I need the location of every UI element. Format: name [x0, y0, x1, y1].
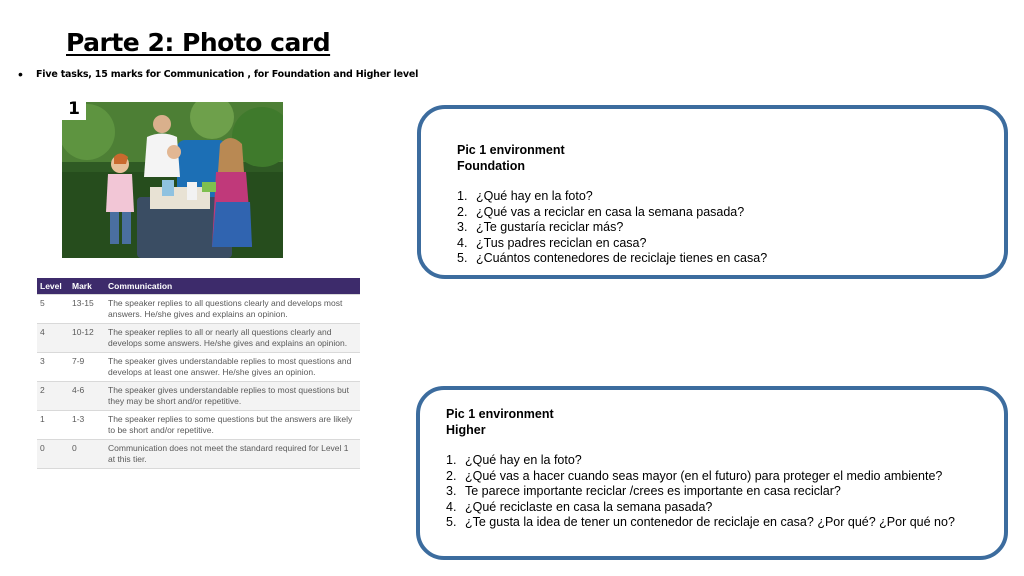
question-text: ¿Cuántos contenedores de reciclaje tienes en casa? [476, 251, 768, 265]
communication-mark-scheme-table [37, 278, 360, 469]
table-header-row [37, 278, 360, 295]
list-item [457, 236, 1004, 252]
header-level: Level [37, 278, 69, 295]
level-cell: 1 [37, 411, 69, 440]
list-item [446, 469, 1004, 485]
question-number: 1. [446, 453, 457, 467]
table-row [37, 411, 360, 440]
question-number: 4. [457, 235, 468, 250]
foundation-questions-card [417, 105, 1008, 279]
descriptor-cell: The speaker gives understandable replies to most questions and develops at least one answer. He/she gives an opinion. [105, 353, 360, 382]
recycling-family-photo [62, 102, 283, 258]
question-number: 2. [446, 468, 457, 483]
slide-title: Parte 2: Photo card [66, 28, 331, 57]
question-number: 1. [457, 189, 468, 203]
question-text: Te parece importante reciclar /crees es importante en casa reciclar? [465, 484, 841, 498]
question-number: 4. [446, 499, 457, 514]
photo-number-badge: 1 [62, 98, 86, 120]
mark-cell: 1-3 [69, 411, 105, 440]
descriptor-cell: Communication does not meet the standard required for Level 1 at this tier. [105, 440, 360, 469]
question-text: ¿Qué vas a reciclar en casa la semana pasada? [476, 204, 745, 219]
table-row [37, 324, 360, 353]
list-item [446, 500, 1004, 516]
descriptor-cell: The speaker replies to all or nearly all questions clearly and develops some answers. He/she gives and explains an opinion. [105, 324, 360, 353]
level-cell: 4 [37, 324, 69, 353]
question-number: 2. [457, 204, 468, 219]
card-heading-topic: Pic 1 environment [446, 407, 554, 421]
bullet-text: Five tasks, 15 marks for Communication , for Foundation and Higher level [36, 68, 419, 80]
question-number: 5. [457, 251, 468, 265]
photo-illustration [62, 102, 283, 258]
level-cell: 3 [37, 353, 69, 382]
level-cell: 5 [37, 295, 69, 324]
mark-cell: 0 [69, 440, 105, 469]
list-item [446, 515, 1004, 531]
list-item [457, 251, 1004, 267]
question-text: ¿Tus padres reciclan en casa? [476, 235, 647, 250]
higher-questions-card [416, 386, 1008, 560]
descriptor-cell: The speaker gives understandable replies to most questions but they may be short and/or repetitive. [105, 382, 360, 411]
table-row [37, 382, 360, 411]
mark-cell: 10-12 [69, 324, 105, 353]
list-item [457, 189, 1004, 205]
table-row [37, 440, 360, 469]
question-text: ¿Qué vas a hacer cuando seas mayor (en el futuro) para proteger el medio ambiente? [465, 468, 943, 483]
header-mark: Mark [69, 278, 105, 295]
header-communication: Communication [105, 278, 360, 295]
list-item [457, 205, 1004, 221]
level-cell: 2 [37, 382, 69, 411]
mark-cell: 7-9 [69, 353, 105, 382]
descriptor-cell: The speaker replies to all questions clearly and develops most answers. He/she gives and explains an opinion. [105, 295, 360, 324]
question-text: ¿Qué reciclaste en casa la semana pasada? [465, 499, 713, 514]
question-text: ¿Qué hay en la foto? [465, 453, 582, 467]
descriptor-cell: The speaker replies to some questions but the answers are likely to be short and/or repetitive. [105, 411, 360, 440]
question-number: 3. [457, 220, 468, 234]
list-item [446, 453, 1004, 469]
question-text: ¿Te gusta la idea de tener un contenedor de reciclaje en casa? ¿Por qué? ¿Por qué no? [465, 515, 955, 529]
question-list [457, 189, 1004, 267]
question-number: 5. [446, 515, 457, 529]
question-list [446, 453, 1004, 531]
card-heading-tier: Foundation [457, 158, 526, 173]
mark-cell: 13-15 [69, 295, 105, 324]
card-heading-tier: Higher [446, 422, 486, 437]
table-row [37, 295, 360, 324]
bullet-dot-icon: • [18, 66, 23, 82]
level-cell: 0 [37, 440, 69, 469]
bullet-point [18, 66, 418, 82]
question-text: ¿Te gustaría reciclar más? [476, 220, 624, 234]
card-heading-topic: Pic 1 environment [457, 143, 565, 157]
list-item [457, 220, 1004, 236]
table-row [37, 353, 360, 382]
question-number: 3. [446, 484, 457, 498]
mark-cell: 4-6 [69, 382, 105, 411]
list-item [446, 484, 1004, 500]
question-text: ¿Qué hay en la foto? [476, 189, 593, 203]
